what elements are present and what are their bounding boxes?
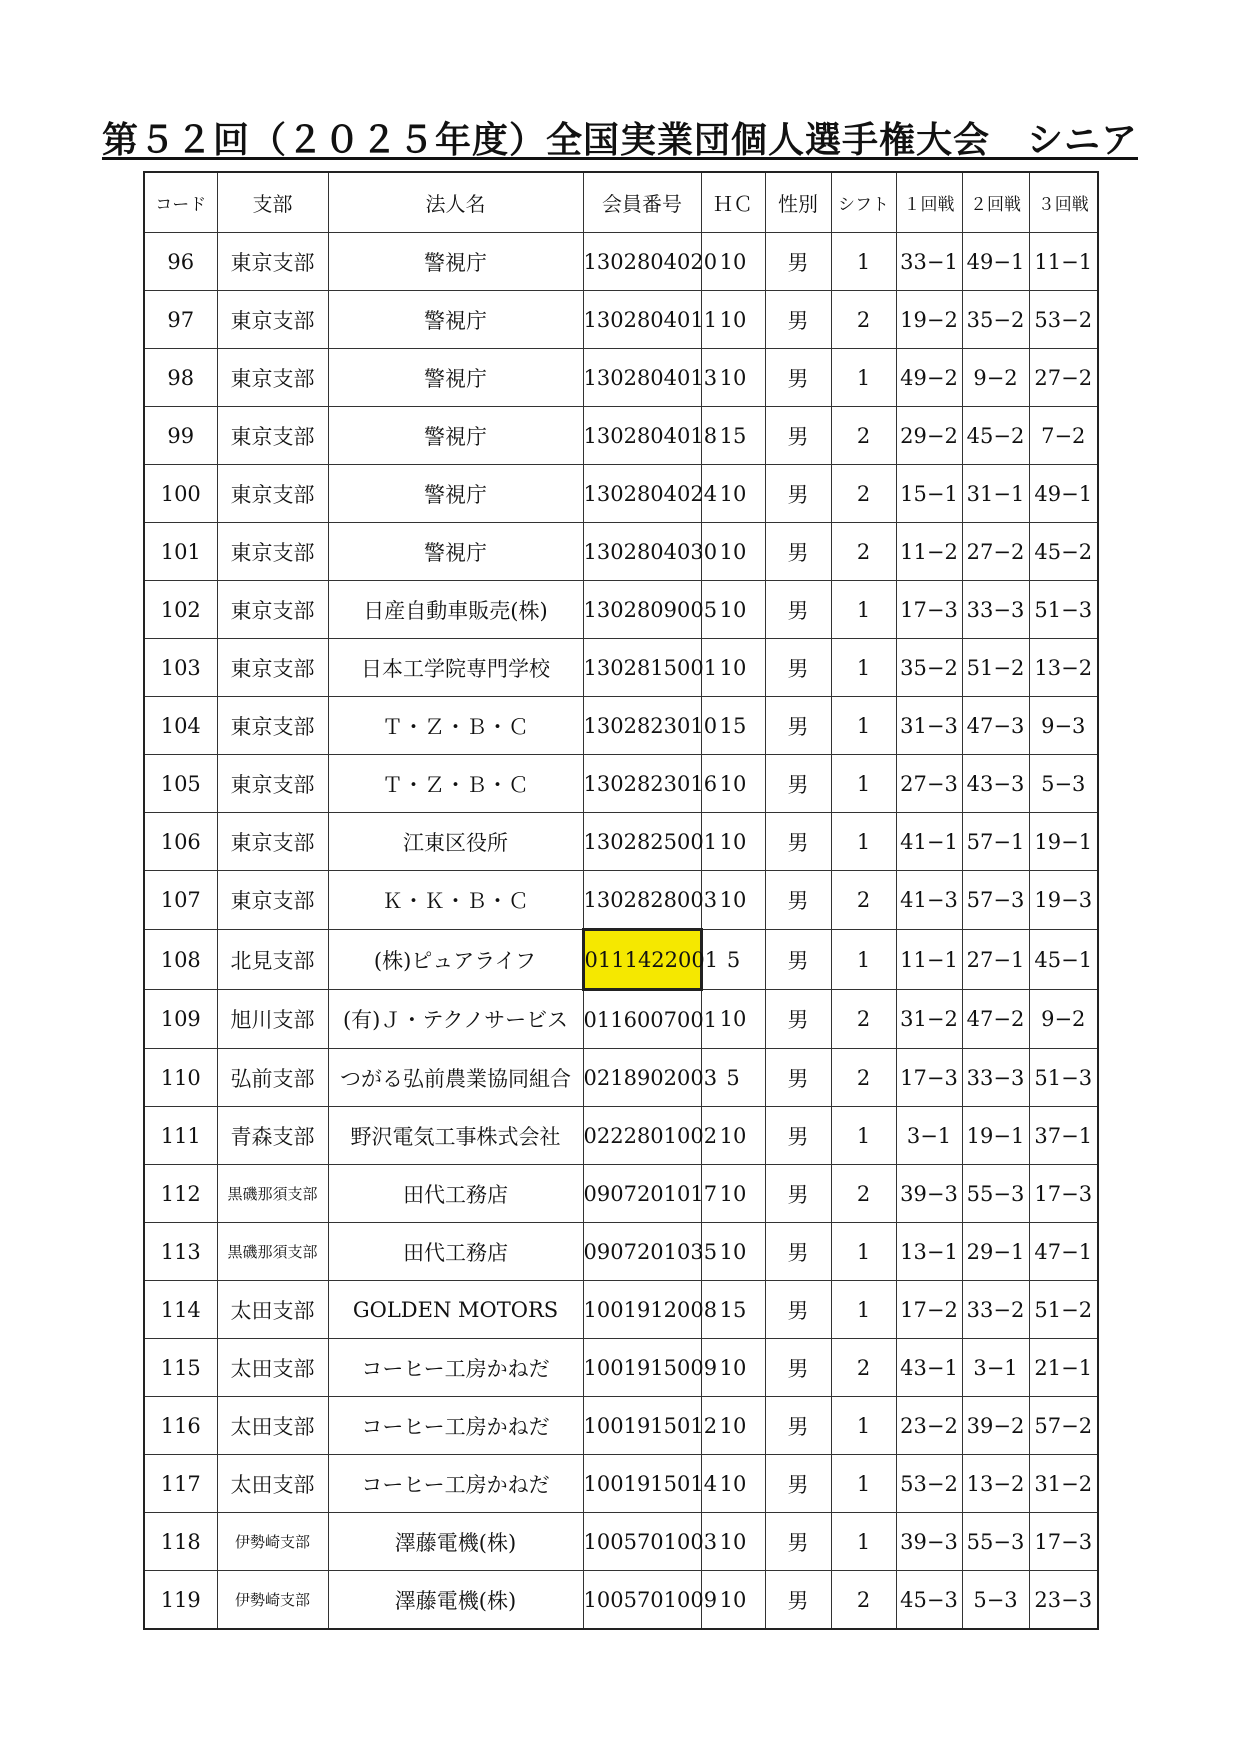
cell-branch: 伊勢崎支部 [217,1571,328,1630]
table-row [144,581,1098,639]
cell-sex: 男 [765,639,831,697]
cell-sex: 男 [765,1397,831,1455]
cell-branch: 太田支部 [217,1339,328,1397]
cell-round2: 55−3 [962,1513,1029,1571]
cell-branch: 東京支部 [217,523,328,581]
cell-round3: 23−3 [1029,1571,1098,1630]
header-sex: 性別 [765,172,831,233]
cell-code: 105 [144,755,217,813]
cell-round1: 15−1 [896,465,962,523]
cell-round3: 7−2 [1029,407,1098,465]
cell-company: GOLDEN MOTORS [328,1281,583,1339]
cell-shift: 1 [831,755,896,813]
cell-round3: 9−3 [1029,697,1098,755]
cell-round1: 19−2 [896,291,962,349]
cell-sex: 男 [765,930,831,990]
header-row [144,172,1098,233]
cell-shift: 1 [831,1455,896,1513]
cell-round2: 13−2 [962,1455,1029,1513]
cell-company: 警視庁 [328,233,583,291]
cell-sex: 男 [765,523,831,581]
cell-round1: 31−2 [896,990,962,1049]
cell-sex: 男 [765,1455,831,1513]
cell-sex: 男 [765,1339,831,1397]
table-row [144,1339,1098,1397]
cell-member-no: 0218902003 [583,1049,701,1107]
table-row [144,697,1098,755]
cell-branch: 太田支部 [217,1281,328,1339]
cell-hc: 5 [701,930,765,990]
cell-round3: 51−3 [1029,1049,1098,1107]
cell-shift: 1 [831,581,896,639]
cell-branch: 旭川支部 [217,990,328,1049]
cell-branch: 東京支部 [217,581,328,639]
table-header [144,172,1098,233]
cell-code: 112 [144,1165,217,1223]
cell-round3: 19−3 [1029,871,1098,930]
cell-company: 警視庁 [328,407,583,465]
cell-branch: 東京支部 [217,291,328,349]
cell-shift: 2 [831,1339,896,1397]
table-row [144,930,1098,990]
cell-hc: 10 [701,871,765,930]
cell-sex: 男 [765,291,831,349]
table-row [144,871,1098,930]
cell-member-no: 1302804024 [583,465,701,523]
cell-round1: 27−3 [896,755,962,813]
cell-branch: 太田支部 [217,1455,328,1513]
cell-code: 118 [144,1513,217,1571]
cell-hc: 10 [701,1165,765,1223]
cell-hc: 5 [701,1049,765,1107]
header-shift: シフト [831,172,896,233]
cell-round3: 31−2 [1029,1455,1098,1513]
cell-member-no: 1005701003 [583,1513,701,1571]
cell-round3: 17−3 [1029,1165,1098,1223]
cell-hc: 10 [701,465,765,523]
header-hc: ＨＣ [701,172,765,233]
cell-shift: 1 [831,930,896,990]
cell-member-no: 0907201017 [583,1165,701,1223]
cell-round2: 45−2 [962,407,1029,465]
cell-company: 警視庁 [328,465,583,523]
header-member-no: 会員番号 [583,172,701,233]
cell-round2: 33−3 [962,581,1029,639]
cell-member-no: 1302828003 [583,871,701,930]
cell-round3: 37−1 [1029,1107,1098,1165]
header-code: コード [144,172,217,233]
cell-shift: 2 [831,1049,896,1107]
cell-shift: 1 [831,233,896,291]
cell-code: 115 [144,1339,217,1397]
cell-sex: 男 [765,581,831,639]
cell-branch: 弘前支部 [217,1049,328,1107]
table-row [144,755,1098,813]
cell-member-no: 1001915014 [583,1455,701,1513]
cell-code: 102 [144,581,217,639]
cell-round1: 53−2 [896,1455,962,1513]
cell-hc: 10 [701,755,765,813]
cell-sex: 男 [765,349,831,407]
cell-company: つがる弘前農業協同組合 [328,1049,583,1107]
cell-shift: 2 [831,291,896,349]
cell-round1: 45−3 [896,1571,962,1630]
cell-branch: 東京支部 [217,813,328,871]
cell-hc: 10 [701,581,765,639]
cell-round2: 31−1 [962,465,1029,523]
cell-member-no: 1001915009 [583,1339,701,1397]
cell-code: 108 [144,930,217,990]
cell-company: 警視庁 [328,291,583,349]
page-title-text: 第５２回（２０２５年度）全国実業団個人選手権大会 シニア [101,119,1138,161]
cell-hc: 10 [701,1397,765,1455]
header-branch: 支部 [217,172,328,233]
cell-hc: 15 [701,1281,765,1339]
cell-shift: 1 [831,1513,896,1571]
cell-branch: 黒磯那須支部 [217,1165,328,1223]
cell-hc: 10 [701,233,765,291]
cell-round2: 55−3 [962,1165,1029,1223]
cell-code: 99 [144,407,217,465]
cell-round1: 35−2 [896,639,962,697]
cell-company: 田代工務店 [328,1165,583,1223]
cell-round3: 13−2 [1029,639,1098,697]
cell-company: Ｔ・Ｚ・Ｂ・Ｃ [328,755,583,813]
cell-round2: 49−1 [962,233,1029,291]
cell-sex: 男 [765,1571,831,1630]
cell-shift: 1 [831,1397,896,1455]
cell-shift: 1 [831,813,896,871]
cell-shift: 2 [831,990,896,1049]
table-row [144,233,1098,291]
cell-company: 警視庁 [328,349,583,407]
cell-code: 114 [144,1281,217,1339]
cell-round1: 23−2 [896,1397,962,1455]
table-row [144,1223,1098,1281]
cell-shift: 1 [831,639,896,697]
cell-sex: 男 [765,407,831,465]
cell-code: 107 [144,871,217,930]
cell-member-no-highlighted: 0111422001 [583,930,701,990]
table-row [144,1049,1098,1107]
cell-member-no: 0116007001 [583,990,701,1049]
cell-member-no: 1302815001 [583,639,701,697]
cell-hc: 10 [701,1107,765,1165]
cell-round3: 53−2 [1029,291,1098,349]
cell-code: 96 [144,233,217,291]
cell-round3: 49−1 [1029,465,1098,523]
cell-member-no: 1302823016 [583,755,701,813]
cell-company: 警視庁 [328,523,583,581]
table-row [144,1165,1098,1223]
cell-code: 111 [144,1107,217,1165]
cell-round1: 39−3 [896,1165,962,1223]
cell-round3: 9−2 [1029,990,1098,1049]
cell-code: 117 [144,1455,217,1513]
cell-company: Ｔ・Ｚ・Ｂ・Ｃ [328,697,583,755]
cell-sex: 男 [765,1107,831,1165]
cell-round1: 3−1 [896,1107,962,1165]
cell-branch: 東京支部 [217,349,328,407]
cell-code: 101 [144,523,217,581]
cell-code: 116 [144,1397,217,1455]
cell-hc: 10 [701,1571,765,1630]
cell-branch: 東京支部 [217,233,328,291]
entries-table [143,171,1099,1630]
cell-company: 澤藤電機(株) [328,1513,583,1571]
cell-hc: 15 [701,407,765,465]
cell-branch: 北見支部 [217,930,328,990]
table-row [144,465,1098,523]
cell-sex: 男 [765,755,831,813]
cell-round2: 47−3 [962,697,1029,755]
table-row [144,407,1098,465]
cell-hc: 10 [701,813,765,871]
cell-round2: 57−1 [962,813,1029,871]
cell-hc: 10 [701,349,765,407]
cell-round2: 47−2 [962,990,1029,1049]
cell-hc: 10 [701,1223,765,1281]
table-row [144,1571,1098,1630]
cell-code: 106 [144,813,217,871]
cell-hc: 10 [701,639,765,697]
cell-round3: 45−1 [1029,930,1098,990]
cell-member-no: 0907201035 [583,1223,701,1281]
cell-code: 119 [144,1571,217,1630]
cell-round2: 35−2 [962,291,1029,349]
cell-member-no: 1302804020 [583,233,701,291]
cell-member-no: 1302804018 [583,407,701,465]
cell-round1: 43−1 [896,1339,962,1397]
cell-member-no: 1001915012 [583,1397,701,1455]
cell-member-no: 1005701009 [583,1571,701,1630]
cell-branch: 伊勢崎支部 [217,1513,328,1571]
cell-round2: 5−3 [962,1571,1029,1630]
cell-member-no: 0222801002 [583,1107,701,1165]
table-row [144,349,1098,407]
header-round1: １回戦 [896,172,962,233]
cell-branch: 黒磯那須支部 [217,1223,328,1281]
cell-round3: 5−3 [1029,755,1098,813]
cell-company: 田代工務店 [328,1223,583,1281]
cell-round3: 19−1 [1029,813,1098,871]
cell-company: 江東区役所 [328,813,583,871]
cell-shift: 2 [831,1571,896,1630]
cell-member-no: 1302825001 [583,813,701,871]
cell-round1: 41−3 [896,871,962,930]
cell-branch: 東京支部 [217,871,328,930]
table-row [144,1107,1098,1165]
header-round2: ２回戦 [962,172,1029,233]
cell-sex: 男 [765,813,831,871]
cell-round3: 27−2 [1029,349,1098,407]
cell-branch: 青森支部 [217,1107,328,1165]
cell-company: コーヒー工房かねだ [328,1397,583,1455]
cell-round2: 57−3 [962,871,1029,930]
cell-member-no: 1302804011 [583,291,701,349]
cell-code: 113 [144,1223,217,1281]
cell-sex: 男 [765,1513,831,1571]
cell-code: 104 [144,697,217,755]
cell-sex: 男 [765,697,831,755]
cell-company: (有)Ｊ・テクノサービス [328,990,583,1049]
cell-round1: 31−3 [896,697,962,755]
cell-round1: 11−2 [896,523,962,581]
cell-hc: 10 [701,291,765,349]
cell-company: 日本工学院専門学校 [328,639,583,697]
table-row [144,1281,1098,1339]
cell-shift: 1 [831,697,896,755]
cell-shift: 2 [831,1165,896,1223]
cell-member-no: 1302804013 [583,349,701,407]
cell-sex: 男 [765,871,831,930]
cell-hc: 10 [701,990,765,1049]
cell-round2: 51−2 [962,639,1029,697]
cell-round2: 43−3 [962,755,1029,813]
cell-hc: 10 [701,523,765,581]
header-company: 法人名 [328,172,583,233]
cell-shift: 2 [831,465,896,523]
cell-round3: 51−3 [1029,581,1098,639]
table-row [144,639,1098,697]
cell-round2: 27−1 [962,930,1029,990]
table-body [144,233,1098,1630]
cell-round2: 9−2 [962,349,1029,407]
cell-company: コーヒー工房かねだ [328,1339,583,1397]
cell-round1: 39−3 [896,1513,962,1571]
cell-round3: 45−2 [1029,523,1098,581]
cell-hc: 10 [701,1339,765,1397]
cell-sex: 男 [765,233,831,291]
cell-branch: 東京支部 [217,407,328,465]
cell-round2: 19−1 [962,1107,1029,1165]
cell-round3: 11−1 [1029,233,1098,291]
cell-member-no: 1302804030 [583,523,701,581]
table-row [144,1397,1098,1455]
cell-code: 100 [144,465,217,523]
cell-round1: 33−1 [896,233,962,291]
cell-member-no: 1302809005 [583,581,701,639]
cell-round1: 17−3 [896,581,962,639]
cell-round2: 3−1 [962,1339,1029,1397]
cell-branch: 東京支部 [217,697,328,755]
cell-code: 110 [144,1049,217,1107]
cell-company: 日産自動車販売(株) [328,581,583,639]
cell-sex: 男 [765,1281,831,1339]
cell-shift: 1 [831,349,896,407]
cell-branch: 太田支部 [217,1397,328,1455]
cell-round1: 17−2 [896,1281,962,1339]
cell-company: コーヒー工房かねだ [328,1455,583,1513]
cell-sex: 男 [765,990,831,1049]
cell-round3: 47−1 [1029,1223,1098,1281]
cell-company: 澤藤電機(株) [328,1571,583,1630]
cell-branch: 東京支部 [217,465,328,523]
cell-shift: 2 [831,523,896,581]
table-row [144,1513,1098,1571]
cell-round1: 11−1 [896,930,962,990]
cell-round1: 41−1 [896,813,962,871]
cell-code: 103 [144,639,217,697]
cell-code: 97 [144,291,217,349]
cell-sex: 男 [765,1223,831,1281]
table-row [144,291,1098,349]
cell-round2: 29−1 [962,1223,1029,1281]
header-round3: ３回戦 [1029,172,1098,233]
cell-branch: 東京支部 [217,639,328,697]
cell-round3: 17−3 [1029,1513,1098,1571]
cell-member-no: 1302823010 [583,697,701,755]
cell-code: 109 [144,990,217,1049]
cell-code: 98 [144,349,217,407]
cell-shift: 1 [831,1281,896,1339]
cell-sex: 男 [765,1049,831,1107]
cell-hc: 15 [701,697,765,755]
cell-round3: 57−2 [1029,1397,1098,1455]
cell-round3: 21−1 [1029,1339,1098,1397]
page-title [0,118,1240,162]
cell-company: 野沢電気工事株式会社 [328,1107,583,1165]
cell-round2: 33−3 [962,1049,1029,1107]
table-row [144,813,1098,871]
cell-round2: 39−2 [962,1397,1029,1455]
cell-hc: 10 [701,1455,765,1513]
cell-sex: 男 [765,465,831,523]
cell-round1: 17−3 [896,1049,962,1107]
cell-branch: 東京支部 [217,755,328,813]
cell-company: Ｋ・Ｋ・Ｂ・Ｃ [328,871,583,930]
cell-round1: 13−1 [896,1223,962,1281]
cell-shift: 2 [831,871,896,930]
cell-sex: 男 [765,1165,831,1223]
cell-shift: 1 [831,1107,896,1165]
table-row [144,523,1098,581]
cell-member-no: 1001912008 [583,1281,701,1339]
cell-round1: 49−2 [896,349,962,407]
cell-company: (株)ピュアライフ [328,930,583,990]
cell-shift: 1 [831,1223,896,1281]
cell-hc: 10 [701,1513,765,1571]
cell-round1: 29−2 [896,407,962,465]
cell-round3: 51−2 [1029,1281,1098,1339]
cell-shift: 2 [831,407,896,465]
table-row [144,990,1098,1049]
cell-round2: 33−2 [962,1281,1029,1339]
cell-round2: 27−2 [962,523,1029,581]
table-row [144,1455,1098,1513]
